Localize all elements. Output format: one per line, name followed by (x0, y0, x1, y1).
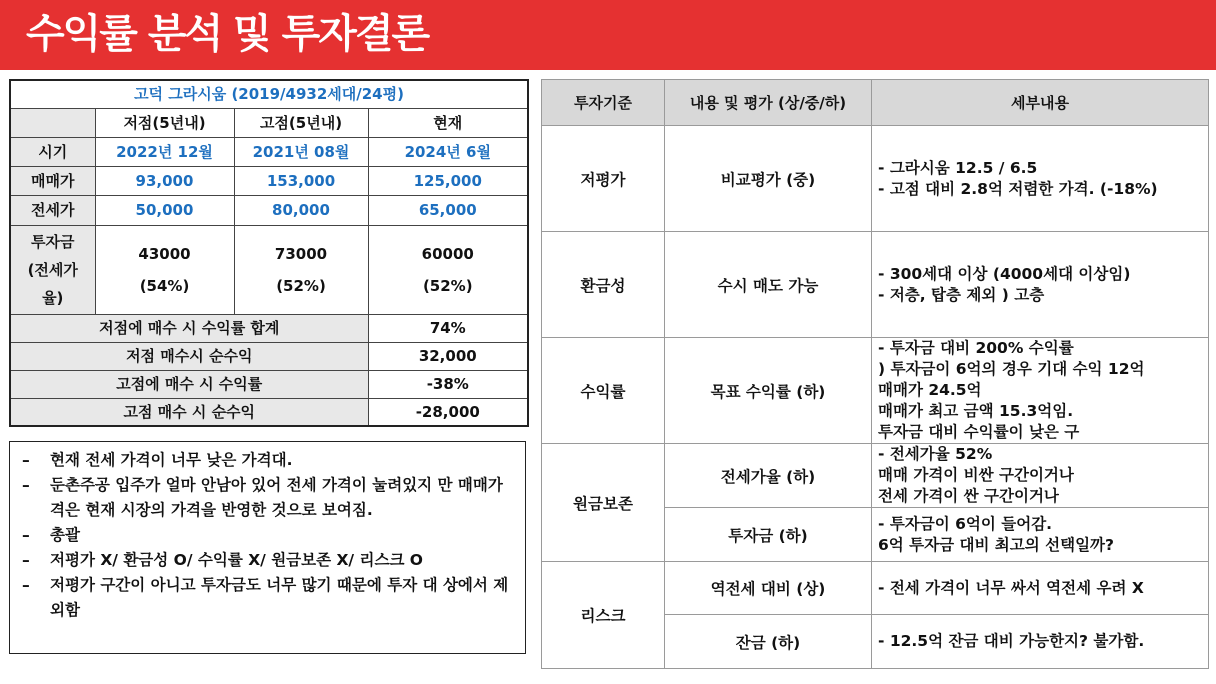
column-header-current: 현재 (368, 108, 528, 137)
detail-line: 전세 가격이 싼 구간이거나 (878, 487, 1059, 505)
detail-cell (872, 232, 1209, 338)
header-detail: 세부내용 (872, 80, 1209, 126)
summary-row (10, 342, 528, 370)
investment-ratio: (52%) (422, 276, 473, 295)
investment-amount: 73000 (274, 244, 328, 263)
table-row (542, 126, 1209, 232)
evaluation-cell: 투자금 (하) (665, 508, 872, 562)
detail-cell (872, 126, 1209, 232)
criterion-cell: 수익률 (542, 338, 665, 444)
summary-row (10, 370, 528, 398)
row-label-sale-price: 매매가 (10, 166, 95, 195)
evaluation-cell: 비교평가 (중) (665, 126, 872, 232)
detail-line: 매매가 24.5억 (878, 381, 982, 399)
column-header-low: 저점(5년내) (95, 108, 234, 137)
table-cell: 153,000 (234, 166, 368, 195)
header-evaluation: 내용 및 평가 (상/중/하) (665, 80, 872, 126)
table-row (10, 166, 528, 195)
investment-cell (368, 225, 528, 314)
table-row (10, 137, 528, 166)
note-text: 저평가 구간이 아니고 투자금도 너무 많기 때문에 투자 대 상에서 제외함 (50, 576, 509, 619)
summary-label: 저점 매수시 순수익 (10, 342, 368, 370)
investment-ratio: (54%) (139, 276, 190, 295)
conclusion-notes (9, 441, 526, 654)
page-title: 수익률 분석 및 투자결론 (26, 11, 429, 57)
table-caption: 고덕 그라시움 (2019/4932세대/24평) (10, 80, 528, 108)
summary-value: 32,000 (368, 342, 528, 370)
detail-line: - 전세가율 52% (878, 445, 993, 463)
bullet: – (22, 551, 30, 569)
title-bar (0, 0, 1216, 70)
table-cell: 2022년 12월 (95, 137, 234, 166)
criterion-cell: 저평가 (542, 126, 665, 232)
detail-line: 투자금 대비 수익률이 낮은 구 (878, 423, 1080, 441)
criterion-cell: 환금성 (542, 232, 665, 338)
detail-cell (872, 508, 1209, 562)
evaluation-cell: 전세가율 (하) (665, 444, 872, 508)
summary-value: 74% (368, 314, 528, 342)
table-cell: 2021년 08월 (234, 137, 368, 166)
detail-line: ) 투자금이 6억의 경우 기대 수익 12억 (878, 360, 1145, 378)
summary-value: -28,000 (368, 398, 528, 426)
summary-value: -38% (368, 370, 528, 398)
detail-line: - 전세 가격이 너무 싸서 역전세 우려 X (878, 578, 1144, 597)
investment-cell (95, 225, 234, 314)
header-criterion: 투자기준 (542, 80, 665, 126)
investment-ratio: (52%) (276, 276, 326, 295)
list-item (18, 448, 517, 473)
row-label-jeonse-price: 전세가 (10, 195, 95, 225)
detail-line: 매매 가격이 비싼 구간이거나 (878, 466, 1074, 484)
note-text: 총괄 (50, 526, 80, 544)
bullet: – (22, 451, 30, 469)
detail-line: - 고점 대비 2.8억 저렴한 가격. (-18%) (878, 179, 1158, 198)
column-header-high: 고점(5년내) (234, 108, 368, 137)
detail-line: - 투자금이 6억이 들어감. (878, 514, 1053, 533)
label-line: 율) (42, 288, 64, 307)
note-text: 저평가 X/ 환금성 O/ 수익률 X/ 원금보존 X/ 리스크 O (50, 551, 423, 569)
table-row (542, 338, 1209, 444)
row-label-investment (10, 225, 95, 314)
table-cell: 93,000 (95, 166, 234, 195)
detail-cell (872, 444, 1209, 508)
table-row (542, 562, 1209, 615)
summary-row (10, 314, 528, 342)
criterion-cell: 원금보존 (542, 444, 665, 562)
detail-cell (872, 562, 1209, 615)
evaluation-cell: 역전세 대비 (상) (665, 562, 872, 615)
summary-label: 저점에 매수 시 수익률 합계 (10, 314, 368, 342)
investment-amount: 60000 (421, 244, 474, 263)
corner-cell (10, 108, 95, 137)
list-item (18, 573, 517, 623)
evaluation-cell: 목표 수익률 (하) (665, 338, 872, 444)
detail-line: 6억 투자금 대비 최고의 선택일까? (878, 535, 1115, 554)
bullet: – (22, 526, 30, 544)
detail-line: - 저층, 탑층 제외 ) 고층 (878, 285, 1045, 304)
price-analysis-table (9, 79, 529, 427)
detail-cell (872, 615, 1209, 669)
detail-line: 매매가 최고 금액 15.3억임. (878, 402, 1074, 420)
detail-line: - 300세대 이상 (4000세대 이상임) (878, 264, 1131, 283)
table-row (10, 225, 528, 314)
summary-row (10, 398, 528, 426)
bullet: – (22, 576, 30, 594)
detail-line: - 그라시움 12.5 / 6.5 (878, 158, 1038, 177)
table-cell: 65,000 (368, 195, 528, 225)
investment-criteria-table (541, 79, 1209, 669)
detail-cell (872, 338, 1209, 444)
evaluation-cell: 수시 매도 가능 (665, 232, 872, 338)
summary-label: 고점에 매수 시 수익률 (10, 370, 368, 398)
list-item (18, 548, 517, 573)
bullet: – (22, 476, 30, 494)
note-text: 둔촌주공 입주가 얼마 안남아 있어 전세 가격이 눌려있지 만 매매가격은 현재 시장의 가격을 반영한 것으로 보여짐. (50, 476, 503, 519)
table-row (542, 444, 1209, 508)
summary-label: 고점 매수 시 순수익 (10, 398, 368, 426)
evaluation-cell: 잔금 (하) (665, 615, 872, 669)
note-text: 현재 전세 가격이 너무 낮은 가격대. (50, 451, 293, 469)
table-cell: 125,000 (368, 166, 528, 195)
table-cell: 2024년 6월 (368, 137, 528, 166)
table-row (542, 232, 1209, 338)
detail-line: - 투자금 대비 200% 수익률 (878, 339, 1074, 357)
list-item (18, 523, 517, 548)
label-line: (전세가 (27, 260, 78, 279)
table-cell: 80,000 (234, 195, 368, 225)
label-line: 투자금 (31, 232, 75, 251)
investment-amount: 43000 (138, 244, 191, 263)
detail-line: - 12.5억 잔금 대비 가능한지? 불가함. (878, 632, 1145, 650)
table-row (10, 195, 528, 225)
criterion-cell: 리스크 (542, 562, 665, 669)
investment-cell (234, 225, 368, 314)
table-cell: 50,000 (95, 195, 234, 225)
list-item (18, 473, 517, 523)
row-label-period: 시기 (10, 137, 95, 166)
